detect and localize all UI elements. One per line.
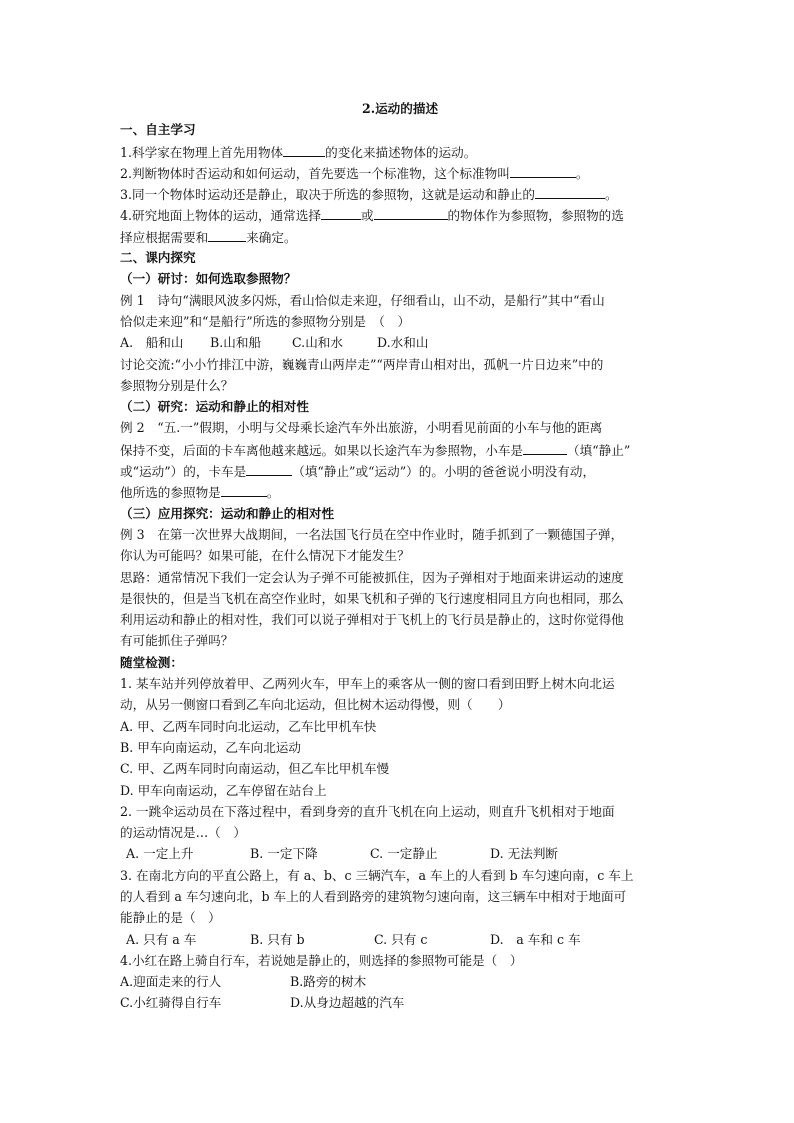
- answer-blank: [221, 481, 267, 497]
- option-c: C.山和水: [292, 335, 343, 351]
- problem-4-line-1: 4.小红在路上骑自行车，若说她是静止的，则选择的参照物可能是（ ）: [120, 952, 523, 968]
- answer-blank: [523, 439, 567, 455]
- option-a: A.迎面走来的行人: [120, 974, 222, 990]
- text: 的变化来描述物体的运动。: [325, 144, 477, 160]
- answer-blank: [535, 183, 605, 199]
- problem-3-line-1: 3. 在南北方向的平直公路上，有 a、b、c 三辆汽车，a 车上的人看到 b 车匀速向南，c 车上: [120, 867, 634, 883]
- option-c: C.小红骑得自行车: [120, 995, 222, 1011]
- option-d: D.水和山: [377, 335, 429, 351]
- question-4-line-2: [120, 226, 680, 247]
- text: 择应根据需要和: [120, 229, 209, 245]
- example-2-line-2: [120, 439, 680, 460]
- text: 他所选的参照物是: [120, 485, 221, 501]
- question-4-line-1: [120, 204, 680, 225]
- text: 来确定。: [246, 229, 297, 245]
- text: 的物体作为参照物，参照物的选: [447, 208, 624, 224]
- problem-1-line-2: 动，从另一侧窗口看到乙车向北运动，但比树木运动得慢，则（ ）: [120, 697, 511, 713]
- text: 保持不变，后面的卡车离他越来越远。如果以长途汽车为参照物，小车是: [120, 442, 523, 458]
- problem-2-options: [120, 843, 680, 864]
- example-2-line-3: [120, 460, 680, 481]
- subheading-reference-frame: （一）研讨：如何选取参照物？: [120, 271, 297, 287]
- option-d: D.从身边超越的汽车: [290, 995, 405, 1011]
- example-2-line-1: 例 2 “五.一”假期，小明与父母乘长途汽车外出旅游，小明看见前面的小车与他的距离: [120, 420, 603, 436]
- text: 。: [605, 187, 618, 203]
- problem-1-option-d: D. 甲车向南运动，乙车停留在站台上: [120, 782, 327, 798]
- problem-1-option-a: A. 甲、乙两车同时向北运动，乙车比甲机车快: [120, 718, 377, 734]
- question-3: [120, 183, 680, 204]
- option-d: D. a 车和 c 车: [490, 931, 581, 947]
- answer-blank: [374, 204, 448, 220]
- example-1-options: [120, 332, 680, 353]
- text: 或“运动”）的，卡车是: [120, 464, 247, 480]
- section-heading-class-inquiry: 二、课内探究: [120, 250, 196, 266]
- example-1-line-1: 例 1 诗句“满眼风波多闪烁，看山恰似走来迎，仔细看山，山不动，是船行”其中“看山: [120, 292, 605, 308]
- text: 或: [360, 208, 374, 224]
- option-a: A. 船和山: [120, 335, 184, 351]
- option-a: A. 一定上升: [126, 846, 194, 862]
- thinking-line-2: 是很快的，但是当飞机在高空作业时，如果飞机和子弹的飞行速度相同且方向也相同，那么: [120, 590, 624, 606]
- problem-1-line-1: 1. 某车站并列停放着甲、乙两列火车，甲车上的乘客从一侧的窗口看到田野上树木向北运: [120, 676, 615, 692]
- text: 1.科学家在物理上首先用物体: [120, 144, 284, 160]
- discussion-line-1: 讨论交流:“小小竹排江中游，巍巍青山两岸走”“两岸青山相对出，孤帆一片日边来”中的: [120, 356, 604, 372]
- problem-1-option-c: C. 甲、乙两车同时向南运动，但乙车比甲机车慢: [120, 761, 390, 777]
- discussion-line-2: 参照物分别是什么？: [120, 377, 234, 393]
- subheading-relativity: （二）研究：运动和静止的相对性: [120, 399, 309, 415]
- answer-blank: [208, 226, 246, 242]
- problem-3-line-2: 的人看到 a 车匀速向北，b 车上的人看到路旁的建筑物匀速向南，这三辆车中相对于地面可: [120, 888, 627, 904]
- section-heading-quiz: 随堂检测：: [120, 654, 183, 670]
- text: 3.同一个物体时运动还是静止，取决于所选的参照物，这就是运动和静止的: [120, 187, 536, 203]
- text: （填“静止”: [567, 442, 631, 458]
- option-b: B.山和船: [210, 335, 262, 351]
- option-b: B. 只有 b: [250, 931, 305, 947]
- text: 。: [575, 165, 589, 181]
- problem-3-options: [120, 929, 680, 950]
- page-title: 2.运动的描述: [361, 101, 439, 116]
- answer-blank: [510, 162, 576, 178]
- problem-3-line-3: 能静止的是（ ）: [120, 910, 221, 926]
- worksheet-page: [120, 98, 680, 1014]
- subheading-application: （三）应用探究：运动和静止的相对性: [120, 505, 335, 521]
- example-3-line-1: 例 3 在第一次世界大战期间，一名法国飞行员在空中作业时，随手抓到了一颗德国子弹，: [120, 526, 624, 542]
- thinking-line-4: 有可能抓住子弹吗？: [120, 633, 234, 649]
- problem-4-options-cd: [120, 992, 680, 1013]
- text: （填“静止”或“运动”）的。小明的爸爸说小明没有动，: [292, 464, 596, 480]
- thinking-line-3: 利用运动和静止的相对性，我们可以说子弹相对于飞机上的飞行员是静止的，这时你觉得他: [120, 612, 624, 628]
- text: 4.研究地面上物体的运动，通常选择: [120, 208, 321, 224]
- answer-blank: [283, 141, 325, 157]
- thinking-line-1: 思路：通常情况下我们一定会认为子弹不可能被抓住，因为子弹相对于地面来讲运动的速度: [120, 569, 624, 585]
- question-1: [120, 141, 680, 162]
- answer-blank: [321, 204, 361, 220]
- question-2: [120, 162, 680, 183]
- option-c: C. 一定静止: [370, 846, 438, 862]
- text: 。: [266, 485, 280, 501]
- example-2-line-4: [120, 481, 680, 502]
- option-d: D. 无法判断: [490, 846, 559, 862]
- option-b: B. 一定下降: [250, 846, 318, 862]
- option-a: A. 只有 a 车: [126, 931, 197, 947]
- problem-1-option-b: B. 甲车向南运动，乙车向北运动: [120, 739, 301, 755]
- problem-2-line-2: 的运动情况是…（ ）: [120, 825, 246, 841]
- example-1-line-2: 恰似走来迎”和“是船行”所选的参照物分别是 （ ）: [120, 313, 411, 329]
- problem-2-line-1: 2. 一跳伞运动员在下落过程中，看到身旁的直升飞机在向上运动，则直升飞机相对于地面: [120, 803, 615, 819]
- problem-4-options-ab: [120, 971, 680, 992]
- example-3-line-2: 你认为可能吗？如果可能，在什么情况下才能发生？: [120, 548, 410, 564]
- option-c: C. 只有 c: [374, 931, 428, 947]
- answer-blank: [246, 460, 292, 476]
- text: 2.判断物体时否运动和如何运动，首先要选一个标准物，这个标准物叫: [120, 165, 510, 181]
- section-heading-self-study: 一、自主学习: [120, 122, 196, 138]
- option-b: B.路旁的树木: [290, 974, 367, 990]
